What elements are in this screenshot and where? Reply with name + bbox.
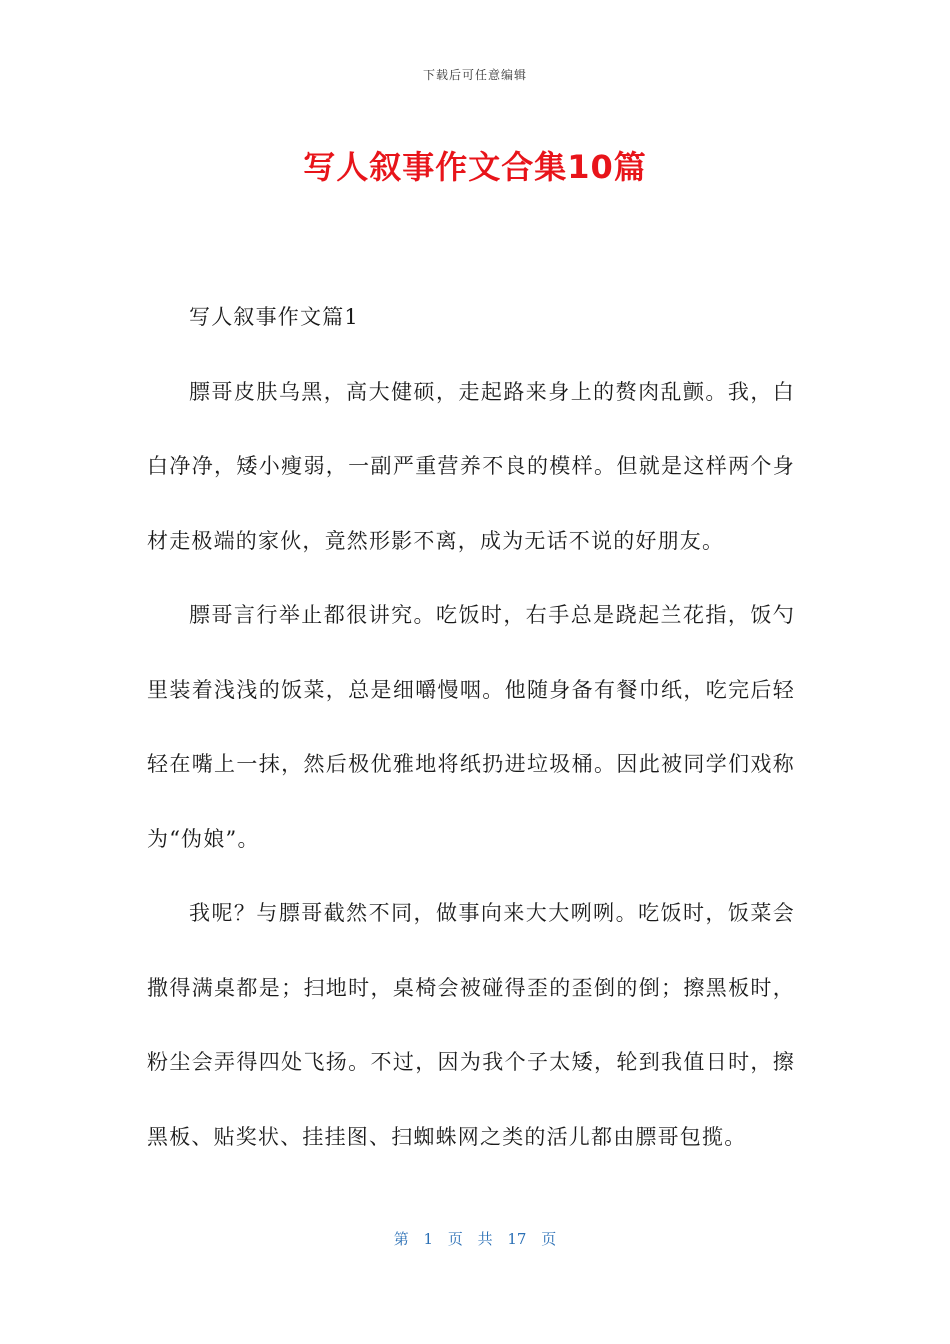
footer-page-suffix: 页 xyxy=(541,1230,557,1248)
footer-page-prefix: 第 xyxy=(393,1230,409,1248)
paragraph: 膘哥皮肤乌黑，高大健硕，走起路来身上的赘肉乱颤。我，白白净净，矮小瘦弱，一副严重营养不良的模样。但就是这样两个身材走极端的家伙，竟然形影不离，成为无话不说的好朋友。 xyxy=(147,379,795,553)
footer-page-middle: 页 共 xyxy=(447,1230,493,1248)
page-footer xyxy=(0,1228,950,1249)
footer-total-pages: 17 xyxy=(507,1230,527,1248)
header-note: 下载后可任意编辑 xyxy=(422,68,527,82)
paragraph: 膘哥言行举止都很讲究。吃饭时，右手总是跷起兰花指，饭勺里装着浅浅的饭菜，总是细嚼慢咽。他随身备有餐巾纸，吃完后轻轻在嘴上一抹，然后极优雅地将纸扔进垃圾桶。因此被同学们戏称为“伪娘”。 xyxy=(147,603,795,851)
document-body xyxy=(147,280,795,1174)
section-heading: 写人叙事作文篇1 xyxy=(189,305,359,329)
document-title: 写人叙事作文合集10篇 xyxy=(303,148,647,186)
paragraph: 我呢？与膘哥截然不同，做事向来大大咧咧。吃饭时，饭菜会撒得满桌都是；扫地时，桌椅会被碰得歪的歪倒的倒；擦黑板时，粉尘会弄得四处飞扬。不过，因为我个子太矮，轮到我值日时，擦黑板、贴奖状、挂挂图、扫蜘蛛网之类的活儿都由膘哥包揽。 xyxy=(147,901,795,1149)
footer-page-number: 1 xyxy=(423,1230,434,1248)
